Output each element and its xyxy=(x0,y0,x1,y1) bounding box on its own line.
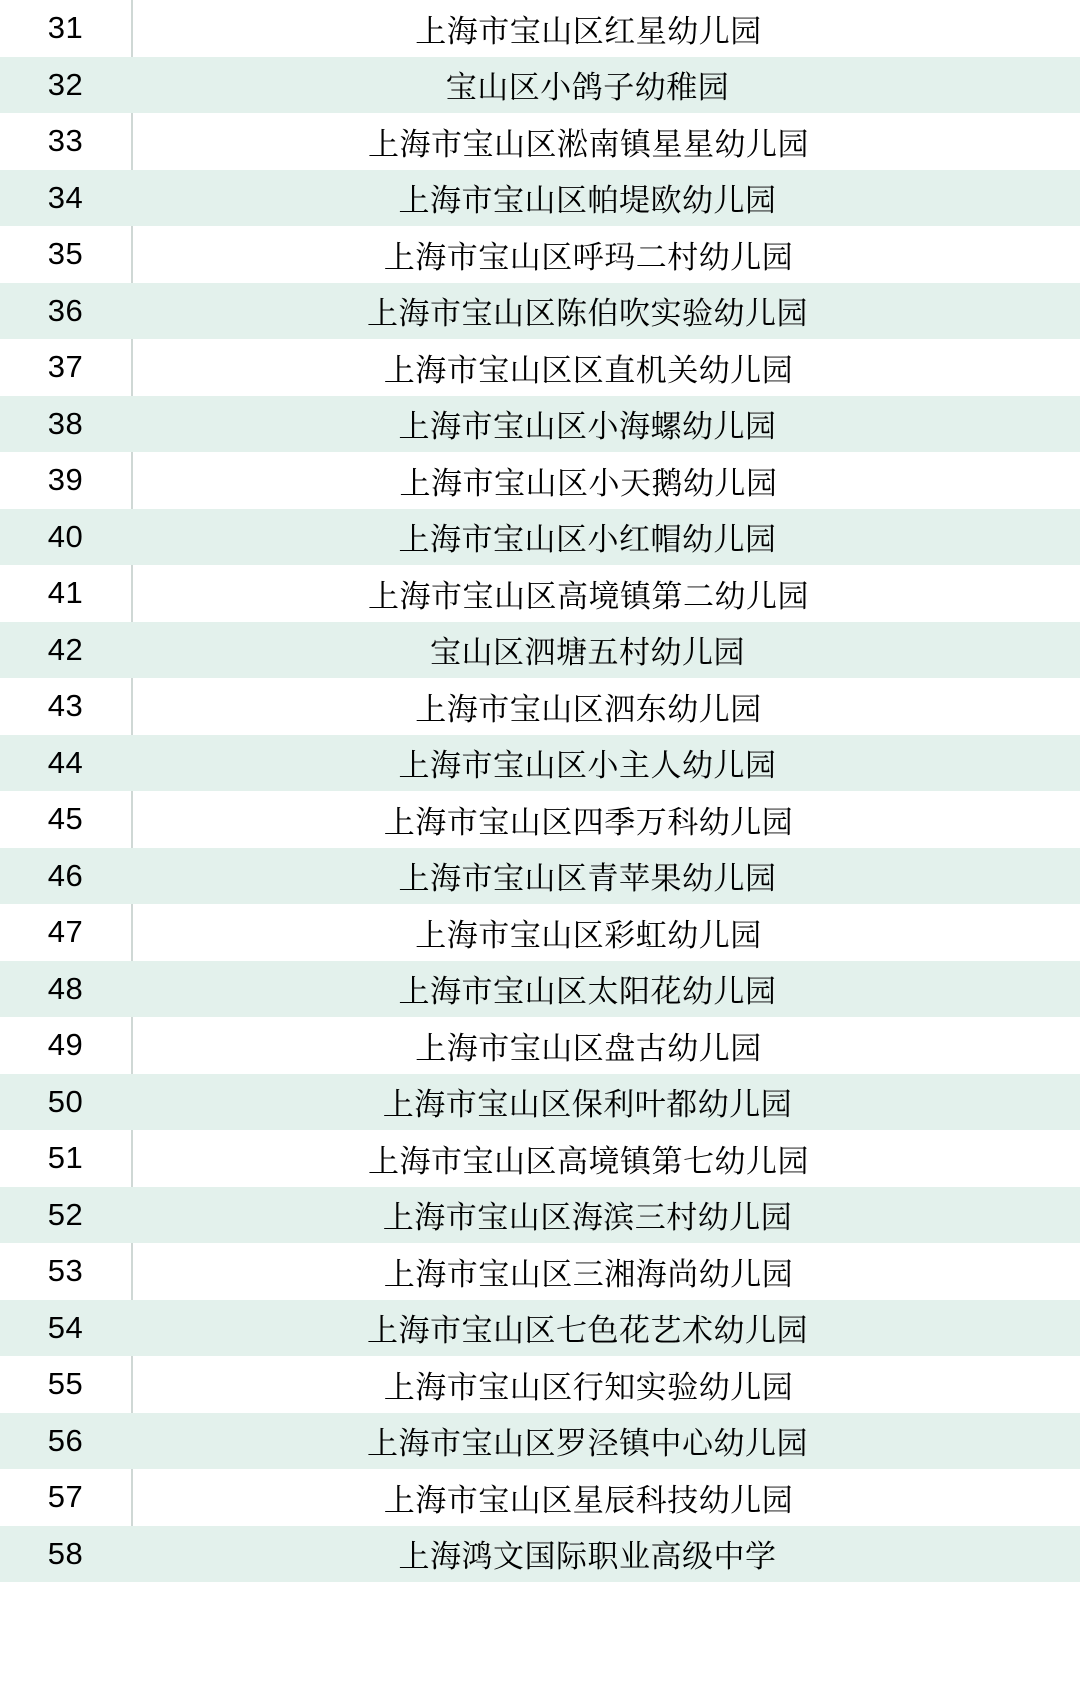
table-row xyxy=(0,904,1080,961)
table-row xyxy=(0,452,1080,509)
table-row xyxy=(0,509,1080,566)
school-name: 上海市宝山区七色花艺术幼儿园 xyxy=(367,1313,808,1349)
table-row xyxy=(0,396,1080,453)
row-index: 36 xyxy=(47,292,84,328)
table-row xyxy=(0,339,1080,396)
school-name: 上海市宝山区太阳花幼儿园 xyxy=(398,974,777,1010)
row-index: 49 xyxy=(0,1017,133,1074)
table-row xyxy=(0,735,1080,792)
row-index: 56 xyxy=(47,1422,84,1458)
school-name: 上海市宝山区小红帽幼儿园 xyxy=(398,522,777,558)
table-row xyxy=(0,113,1080,170)
row-index: 37 xyxy=(0,339,133,396)
table-row xyxy=(0,791,1080,848)
table-row xyxy=(0,565,1080,622)
row-index: 35 xyxy=(0,226,133,283)
school-name: 上海市宝山区海滨三村幼儿园 xyxy=(382,1200,793,1236)
school-name: 上海市宝山区小海螺幼儿园 xyxy=(398,409,777,445)
row-index: 42 xyxy=(47,631,84,667)
school-name: 上海市宝山区小天鹅幼儿园 xyxy=(399,465,778,501)
row-index: 58 xyxy=(47,1535,84,1571)
school-name: 上海市宝山区盘古幼儿园 xyxy=(415,1030,762,1066)
school-name: 上海鸿文国际职业高级中学 xyxy=(398,1539,777,1575)
table-row xyxy=(0,1469,1080,1526)
school-name: 上海市宝山区彩虹幼儿园 xyxy=(415,917,762,953)
school-name: 上海市宝山区区直机关幼儿园 xyxy=(383,352,794,388)
row-index: 33 xyxy=(0,113,133,170)
table-row xyxy=(0,1017,1080,1074)
school-name: 上海市宝山区高境镇第七幼儿园 xyxy=(368,1143,809,1179)
row-index: 48 xyxy=(47,970,84,1006)
school-name: 上海市宝山区星辰科技幼儿园 xyxy=(383,1482,794,1518)
school-name: 上海市宝山区行知实验幼儿园 xyxy=(383,1369,794,1405)
table-row xyxy=(0,1074,1080,1131)
row-index: 47 xyxy=(0,904,133,961)
school-name: 上海市宝山区陈伯吹实验幼儿园 xyxy=(367,296,808,332)
table-row xyxy=(0,622,1080,679)
row-index: 57 xyxy=(0,1469,133,1526)
table-row xyxy=(0,1413,1080,1470)
school-name: 宝山区泗塘五村幼儿园 xyxy=(430,635,745,671)
row-index: 45 xyxy=(0,791,133,848)
table-row xyxy=(0,170,1080,227)
school-name: 上海市宝山区帕堤欧幼儿园 xyxy=(398,183,777,219)
row-index: 34 xyxy=(47,179,84,215)
school-name: 上海市宝山区三湘海尚幼儿园 xyxy=(383,1256,794,1292)
row-index: 55 xyxy=(0,1356,133,1413)
school-name: 上海市宝山区小主人幼儿园 xyxy=(398,748,777,784)
row-index: 52 xyxy=(47,1196,84,1232)
table-row xyxy=(0,283,1080,340)
row-index: 44 xyxy=(47,744,84,780)
row-index: 50 xyxy=(47,1083,84,1119)
row-index: 40 xyxy=(47,518,84,554)
school-name: 上海市宝山区高境镇第二幼儿园 xyxy=(368,578,809,614)
table-row xyxy=(0,226,1080,283)
row-index: 39 xyxy=(0,452,133,509)
school-name: 上海市宝山区青苹果幼儿园 xyxy=(398,861,777,897)
school-name: 上海市宝山区呼玛二村幼儿园 xyxy=(383,239,794,275)
school-name: 上海市宝山区保利叶都幼儿园 xyxy=(382,1087,793,1123)
school-name: 上海市宝山区四季万科幼儿园 xyxy=(383,804,794,840)
table-row xyxy=(0,1243,1080,1300)
school-name: 上海市宝山区红星幼儿园 xyxy=(415,13,762,49)
table-row xyxy=(0,1300,1080,1357)
row-index: 54 xyxy=(47,1309,84,1345)
row-index: 53 xyxy=(0,1243,133,1300)
table-row xyxy=(0,1187,1080,1244)
row-index: 38 xyxy=(47,405,84,441)
school-name: 上海市宝山区淞南镇星星幼儿园 xyxy=(368,126,809,162)
row-index: 43 xyxy=(0,678,133,735)
school-name: 上海市宝山区罗泾镇中心幼儿园 xyxy=(367,1426,808,1462)
table-row xyxy=(0,1356,1080,1413)
row-index: 32 xyxy=(47,66,84,102)
table-row xyxy=(0,0,1080,57)
table-row xyxy=(0,848,1080,905)
table-row xyxy=(0,961,1080,1018)
table-row xyxy=(0,57,1080,114)
row-index: 31 xyxy=(0,0,133,57)
table-row xyxy=(0,1526,1080,1583)
school-name: 上海市宝山区泗东幼儿园 xyxy=(415,691,762,727)
row-index: 51 xyxy=(0,1130,133,1187)
table-row xyxy=(0,1130,1080,1187)
school-name: 宝山区小鸽子幼稚园 xyxy=(445,70,730,106)
row-index: 46 xyxy=(47,857,84,893)
row-index: 41 xyxy=(0,565,133,622)
table-row xyxy=(0,678,1080,735)
